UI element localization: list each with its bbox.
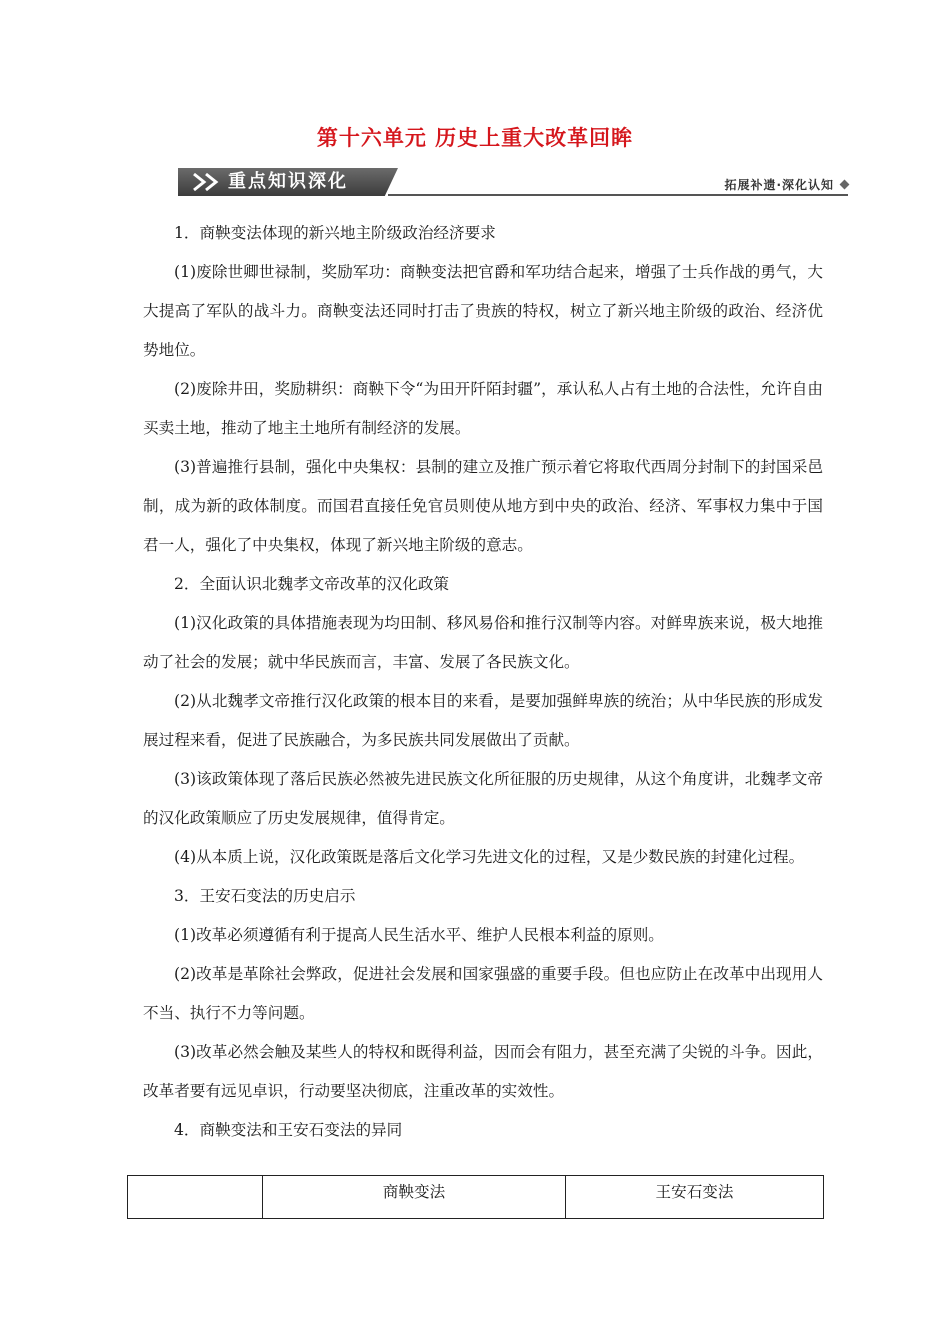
paragraph: (4)从本质上说，汉化政策既是落后文化学习先进文化的过程，又是少数民族的封建化过程。 (174, 848, 805, 866)
chevron-right-icon (192, 172, 232, 192)
paragraph: (1)汉化政策的具体措施表现为均田制、移风易俗和推行汉制等内容。对鲜卑族来说，极大地推动了社会的发展；就中华民族而言，丰富、发展了各民族文化。 (143, 614, 823, 671)
heading-2: 2．全面认识北魏孝文帝改革的汉化政策 (174, 575, 450, 593)
heading-4: 4．商鞅变法和王安石变法的异同 (174, 1121, 403, 1139)
paragraph: (3)普遍推行县制，强化中央集权：县制的建立及推广预示着它将取代西周分封制下的封国采邑制，成为新的政体制度。而国君直接任免官员则使从地方到中央的政治、经济、军事权力集中于国君一人，强化了中央集权，体现了新兴地主阶级的意志。 (143, 458, 823, 554)
banner-rule (388, 194, 848, 196)
heading-1: 1．商鞅变法体现的新兴地主阶级政治经济要求 (174, 224, 496, 242)
paragraph: (1)废除世卿世禄制，奖励军功：商鞅变法把官爵和军功结合起来，增强了士兵作战的勇气，大大提高了军队的战斗力。商鞅变法还同时打击了贵族的特权，树立了新兴地主阶级的政治、经济优势地位。 (143, 263, 823, 359)
table-header-row (128, 1176, 824, 1219)
document-body (143, 214, 823, 1150)
table-header-cell (128, 1176, 263, 1219)
paragraph: (1)改革必须遵循有利于提高人民生活水平、维护人民根本利益的原则。 (174, 926, 664, 944)
banner-subtitle: 拓展补遗·深化认知 (724, 178, 834, 192)
table-header-cell: 商鞅变法 (263, 1176, 566, 1219)
paragraph: (2)改革是革除社会弊政，促进社会发展和国家强盛的重要手段。但也应防止在改革中出现用人不当、执行不力等问题。 (143, 965, 823, 1022)
diamond-icon (840, 180, 850, 190)
paragraph: (2)废除井田，奖励耕织：商鞅下令“为田开阡陌封疆”，承认私人占有土地的合法性，允许自由买卖土地，推动了地主土地所有制经济的发展。 (143, 380, 823, 437)
paragraph: (3)改革必然会触及某些人的特权和既得利益，因而会有阻力，甚至充满了尖锐的斗争。因此，改革者要有远见卓识，行动要坚决彻底，注重改革的实效性。 (143, 1043, 823, 1100)
table-header-cell: 王安石变法 (566, 1176, 824, 1219)
section-banner (178, 168, 848, 198)
paragraph: (3)该政策体现了落后民族必然被先进民族文化所征服的历史规律，从这个角度讲，北魏孝文帝的汉化政策顺应了历史发展规律，值得肯定。 (143, 770, 823, 827)
page-title: 第十六单元 历史上重大改革回眸 (316, 126, 634, 150)
comparison-table (127, 1175, 824, 1219)
heading-3: 3．王安石变法的历史启示 (174, 887, 356, 905)
paragraph: (2)从北魏孝文帝推行汉化政策的根本目的来看，是要加强鲜卑族的统治；从中华民族的形成发展过程来看，促进了民族融合，为多民族共同发展做出了贡献。 (143, 692, 823, 749)
banner-label: 重点知识深化 (228, 171, 348, 192)
